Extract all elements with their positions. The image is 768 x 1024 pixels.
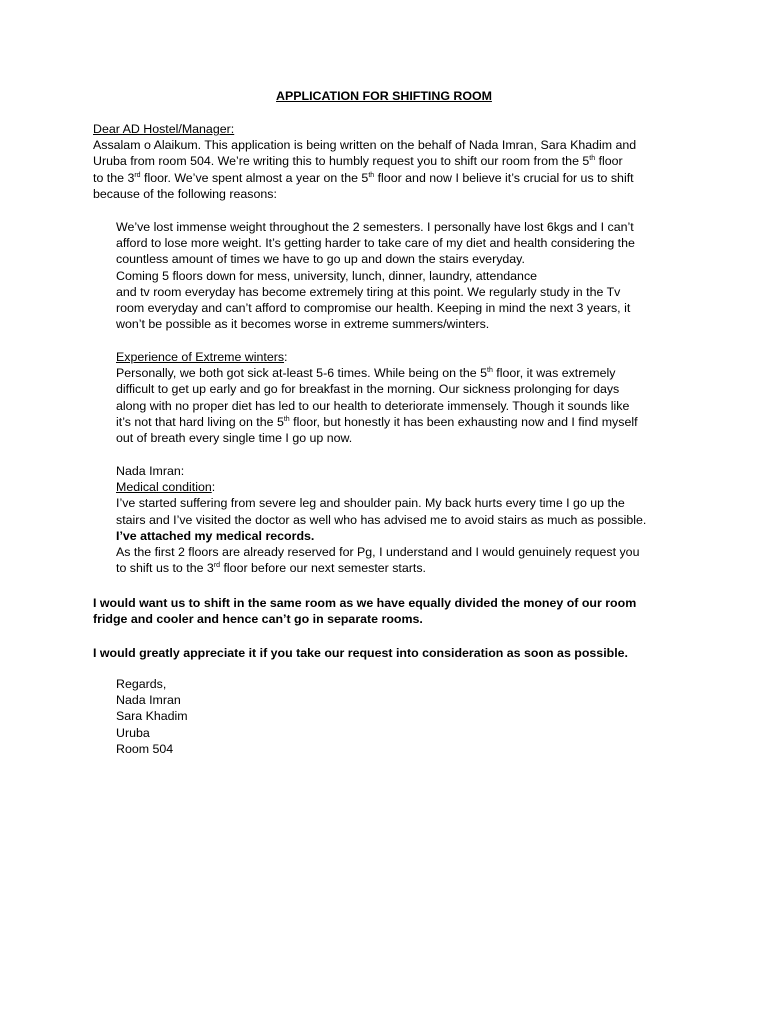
closing-line: Sara Khadim [116, 709, 188, 724]
weight-paragraph [116, 219, 635, 332]
paragraph-line: out of breath every single time I go up now. [116, 431, 353, 446]
closing-line: Regards, [116, 677, 167, 691]
closing-line: Uruba [116, 725, 150, 740]
paragraph-line: I would want us to shift in the same room as we have equally divided the money of our room [93, 596, 637, 610]
salutation: Dear AD Hostel/Manager: [93, 122, 235, 136]
intro-line: Uruba from room 504. We’re writing this to humbly request you to shift our room from the 5th floor [93, 154, 623, 169]
paragraph-line: it’s not that hard living on the 5th floor, but honestly it has been exhausting now and I find myself [116, 414, 638, 429]
appreciation-paragraph [93, 645, 628, 661]
applicant-name: Nada Imran: [116, 464, 185, 478]
paragraph-line: I would greatly appreciate it if you take our request into consideration as soon as possible. [93, 646, 628, 660]
paragraph-line: countless amount of times we have to go up and down the stairs everyday. [116, 252, 525, 267]
intro-line: Assalam o Alaikum. This application is being written on the behalf of Nada Imran, Sara Khadim and [93, 138, 637, 153]
closing-line: Room 504 [116, 741, 174, 756]
paragraph-line: Personally, we both got sick at-least 5-6 times. While being on the 5th floor, it was extremely [116, 366, 616, 381]
closing-line: Nada Imran [116, 693, 181, 708]
paragraph-line: difficult to get up early and go for breakfast in the morning. Our sickness prolonging for days [116, 382, 620, 397]
intro-line: to the 3rd floor. We’ve spent almost a year on the 5th floor and now I believe it’s crucial for us to shift [93, 170, 634, 185]
section-heading: Medical condition: [116, 480, 216, 495]
paragraph-line: won’t be possible as it becomes worse in extreme summers/winters. [116, 317, 490, 332]
paragraph-line: and tv room everyday has become extremely tiring at this point. We regularly study in the Tv [116, 284, 621, 299]
paragraph-line: Coming 5 floors down for mess, university, lunch, dinner, laundry, attendance [116, 268, 538, 283]
paragraph-line: stairs and I’ve visited the doctor as well who has advised me to avoid stairs as much as possible. [116, 512, 647, 527]
paragraph-line: room everyday and can’t afford to compromise our health. Keeping in mind the next 3 years, it [116, 301, 631, 316]
same-room-paragraph [93, 595, 636, 627]
intro-block [93, 121, 636, 202]
document-title: APPLICATION FOR SHIFTING ROOM [276, 89, 492, 103]
paragraph-line: fridge and cooler and hence can’t go in separate rooms. [93, 612, 423, 627]
paragraph-line: afford to lose more weight. It’s getting harder to take care of my diet and health considering the [116, 236, 635, 251]
paragraph-line: As the first 2 floors are already reserved for Pg, I understand and I would genuinely request you [116, 545, 640, 560]
paragraph-line: to shift us to the 3rd floor before our next semester starts. [116, 561, 426, 576]
paragraph-line: along with no proper diet has led to our health to deteriorate immensely. Though it sounds like [116, 398, 630, 413]
section-heading: Experience of Extreme winters: [116, 350, 288, 364]
paragraph-line: We’ve lost immense weight throughout the 2 semesters. I personally have lost 6kgs and I can’t [116, 220, 634, 234]
paragraph-line: I’ve attached my medical records. [116, 528, 315, 543]
closing-block [116, 676, 188, 757]
paragraph-line: I’ve started suffering from severe leg and shoulder pain. My back hurts every time I go up the [116, 496, 625, 511]
intro-line: because of the following reasons: [93, 186, 277, 201]
winters-section [116, 349, 638, 446]
medical-section [116, 463, 646, 576]
